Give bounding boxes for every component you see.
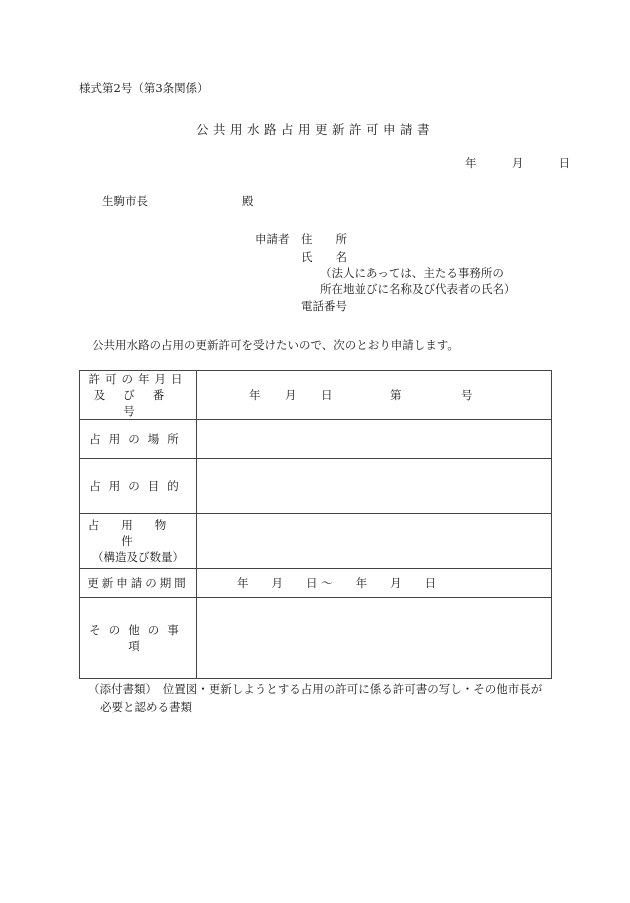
form-number: 様式第2号（第3条関係） xyxy=(79,81,209,95)
object-label xyxy=(80,514,197,569)
applicant-name-label: 氏 名 xyxy=(301,250,347,264)
document-title: 公共用水路占用更新許可申請書 xyxy=(195,122,434,137)
permit-date-label-line2: 及び番号 xyxy=(93,388,183,418)
location-cell[interactable] xyxy=(197,420,552,459)
other-label xyxy=(80,598,197,679)
addressee-honorific: 殿 xyxy=(242,194,254,208)
other-label-text: その他の事項 xyxy=(89,623,187,653)
corporation-note-line1: （法人にあっては、主たる事務所の xyxy=(320,266,504,280)
purpose-label xyxy=(80,459,197,514)
table-row-location xyxy=(80,420,552,459)
corporation-note-line2: 所在地並びに名称及び代表者の氏名） xyxy=(320,282,516,296)
date-year: 年 xyxy=(465,156,477,170)
applicant-label: 申請者 xyxy=(255,232,290,246)
attachments-line2: 必要と認める書類 xyxy=(100,700,192,714)
location-label-text: 占用の場所 xyxy=(89,432,187,446)
object-cell[interactable] xyxy=(197,514,552,569)
addressee xyxy=(102,193,254,209)
period-cell[interactable] xyxy=(197,569,552,598)
date-day: 日 xyxy=(558,156,571,170)
applicant-address-label: 住 所 xyxy=(301,232,347,246)
permit-year: 年 xyxy=(249,388,261,402)
period-label xyxy=(80,569,197,598)
period-text: 年 月 日 〜 年 月 日 xyxy=(237,576,437,590)
permit-date-label-line1: 許可の年月日 xyxy=(88,372,188,386)
permit-no-suffix: 号 xyxy=(461,388,473,402)
applicant-phone-label: 電話番号 xyxy=(301,299,347,313)
table-row-period xyxy=(80,569,552,598)
location-label xyxy=(80,420,197,459)
application-date xyxy=(465,155,570,171)
object-label-text: 占用物件 xyxy=(87,518,189,548)
other-cell[interactable] xyxy=(197,598,552,679)
application-table xyxy=(79,370,552,679)
table-row-permit xyxy=(80,371,552,420)
permit-day: 日 xyxy=(321,388,333,402)
application-statement: 公共用水路の占用の更新許可を受けたいので、次のとおり申請します。 xyxy=(92,338,459,352)
permit-date-label xyxy=(80,371,197,420)
table-row-object xyxy=(80,514,552,569)
purpose-cell[interactable] xyxy=(197,459,552,514)
object-sublabel-text: （構造及び数量） xyxy=(92,550,184,564)
period-label-text: 更新申請の期間 xyxy=(87,576,189,590)
permit-date-cell[interactable] xyxy=(197,371,552,420)
table-row-purpose xyxy=(80,459,552,514)
addressee-name: 生駒市長 xyxy=(102,194,148,208)
date-month: 月 xyxy=(511,156,524,170)
table-row-other xyxy=(80,598,552,679)
permit-month: 月 xyxy=(285,388,297,402)
permit-no-prefix: 第 xyxy=(390,388,402,402)
attachments-line1: （添付書類） 位置図・更新しようとする占用の許可に係る許可書の写し・その他市長が xyxy=(88,682,543,696)
purpose-label-text: 占用の目的 xyxy=(89,479,187,493)
